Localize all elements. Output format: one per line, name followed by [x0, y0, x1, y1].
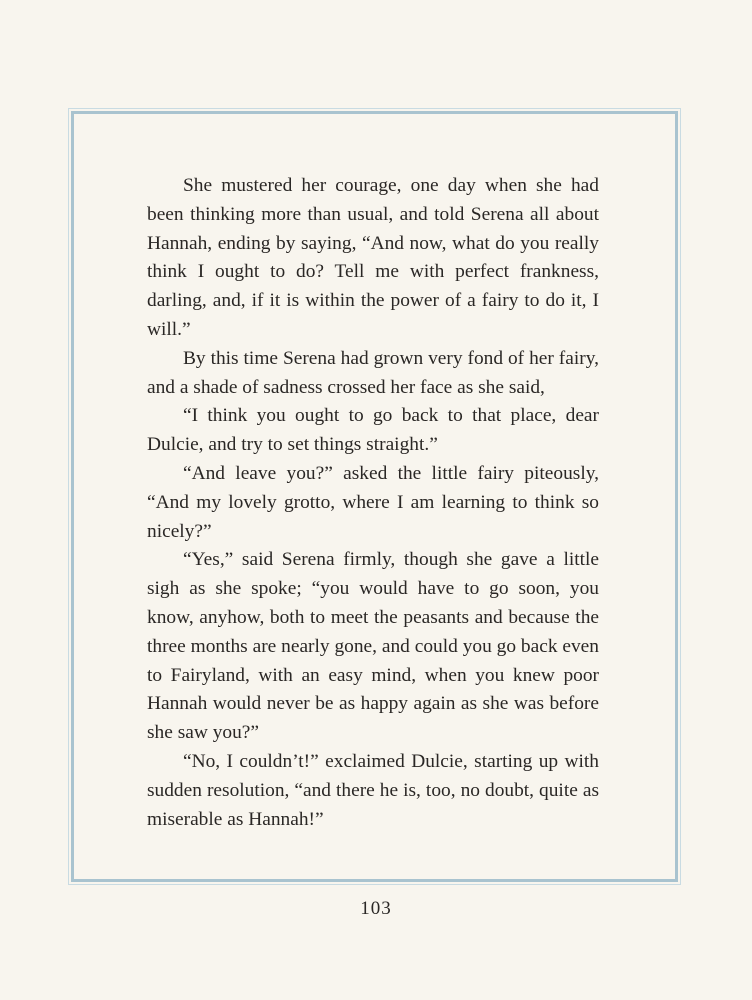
page-number: 103	[360, 898, 392, 919]
body-text	[147, 172, 599, 834]
paragraph-2: By this time Serena had grown very fond of her fairy, and a shade of sadness crossed her face as she said,	[147, 347, 599, 398]
paragraph-5: “Yes,” said Serena firmly, though she gave a little sigh as she spoke; “you would have to go soon, you know, anyhow, both to meet the peasants and because the three months are nearly gone, and could you go back even to Fairyland, with an easy mind, when you knew poor Hannah would never be as happy again as she was before she saw you?”	[147, 549, 599, 744]
paragraph-4: “And leave you?” asked the little fairy piteously, “And my lovely grotto, where I am learning to think so nicely?”	[147, 462, 599, 542]
paragraph-3: “I think you ought to go back to that place, dear Dulcie, and try to set things straight.”	[147, 405, 599, 456]
paragraph-1: She mustered her courage, one day when she had been thinking more than usual, and told Serena all about Hannah, ending by saying, “And now, what do you really think I ought to do? Tell me with perfect frankness, darling, and, if it is within the power of a fairy to do it, I will.”	[147, 175, 599, 340]
paragraph-6: “No, I couldn’t!” exclaimed Dulcie, starting up with sudden resolution, “and there he is, too, no doubt, quite as miserable as Hannah!”	[147, 750, 599, 830]
